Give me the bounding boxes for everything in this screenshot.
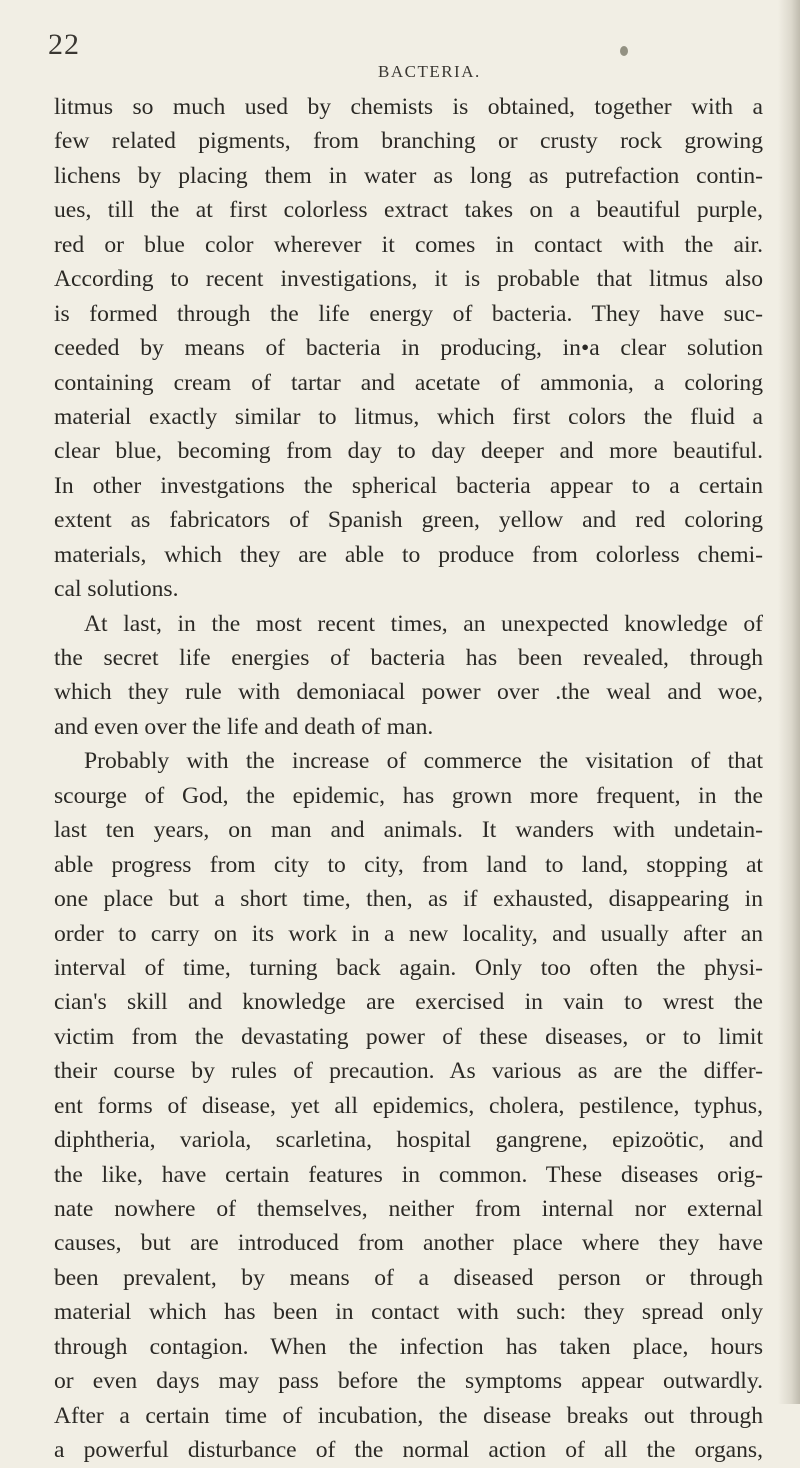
text-line: causes, but are introduced from another place where they have xyxy=(54,1230,763,1257)
text-line: material which has been in contact with such: they spread only xyxy=(54,1299,763,1326)
text-line: victim from the devastating power of these diseases, or to limit xyxy=(54,1023,763,1050)
text-line: is formed through the life energy of bacteria. They have suc- xyxy=(54,300,763,327)
text-line: material exactly similar to litmus, which first colors the fluid a xyxy=(54,403,763,430)
text-line: litmus so much used by chemists is obtained, together with a xyxy=(54,94,763,120)
text-line: cian's skill and knowledge are exercised in vain to wrest the xyxy=(54,989,763,1016)
text-line: clear blue, becoming from day to day deeper and more beautiful. xyxy=(54,438,763,465)
text-line: the secret life energies of bacteria has been revealed, through xyxy=(54,645,763,671)
text-line: few related pigments, from branching or crusty rock growing xyxy=(54,128,763,155)
ink-mark xyxy=(620,46,628,56)
text-line: materials, which they are able to produce from colorless chemi- xyxy=(54,541,763,568)
text-line: ues, till the at first colorless extract takes on a beautiful purple, xyxy=(54,197,763,224)
text-line: extent as fabricators of Spanish green, yellow and red coloring xyxy=(54,507,763,534)
text-line: At last, in the most recent times, an unexpected knowledge of xyxy=(84,610,763,637)
running-head: BACTERIA. xyxy=(378,62,481,81)
text-line: last ten years, on man and animals. It wanders with undetain- xyxy=(54,817,763,844)
text-line: According to recent investigations, it is probable that litmus also xyxy=(54,266,763,293)
text-line: which they rule with demoniacal power over .the weal and woe, xyxy=(54,679,763,706)
text-line: diphtheria, variola, scarletina, hospital gangrene, epizoötic, and xyxy=(54,1127,763,1154)
text-line: through contagion. When the infection has taken place, hours xyxy=(54,1333,763,1360)
text-line: Probably with the increase of commerce the visitation of that xyxy=(84,748,763,775)
text-line: able progress from city to city, from land to land, stopping at xyxy=(54,851,763,878)
text-line: nate nowhere of themselves, neither from internal nor external xyxy=(54,1196,763,1222)
text-line: containing cream of tartar and acetate of ammonia, a coloring xyxy=(54,369,763,396)
text-line: scourge of God, the epidemic, has grown more frequent, in the xyxy=(54,782,763,809)
text-line: order to carry on its work in a new locality, and usually after an xyxy=(54,920,763,947)
text-line: cal solutions. xyxy=(54,576,179,603)
text-line: In other investgations the spherical bacteria appear to a certain xyxy=(54,472,763,499)
text-line: their course by rules of precaution. As various as are the differ- xyxy=(54,1058,763,1085)
text-line: or even days may pass before the symptoms appear outwardly. xyxy=(54,1368,763,1395)
text-line: a powerful disturbance of the normal action of all the organs, xyxy=(54,1437,763,1464)
text-line: and even over the life and death of man. xyxy=(54,713,434,740)
page-number: 22 xyxy=(48,28,80,61)
text-line: ent forms of disease, yet all epidemics, cholera, pestilence, typhus, xyxy=(54,1092,763,1119)
text-line: the like, have certain features in common. These diseases orig- xyxy=(54,1161,763,1188)
body-text xyxy=(54,90,763,1468)
text-line: After a certain time of incubation, the disease breaks out through xyxy=(54,1402,763,1429)
text-line: red or blue color wherever it comes in contact with the air. xyxy=(54,231,763,258)
text-line: interval of time, turning back again. Only too often the physi- xyxy=(54,954,763,981)
text-line: ceeded by means of bacteria in producing, in•a clear solution xyxy=(54,335,763,362)
page-header xyxy=(48,28,748,81)
text-line: lichens by placing them in water as long as putrefaction contin- xyxy=(54,162,763,189)
page-edge-shadow xyxy=(778,0,800,1404)
text-line: been prevalent, by means of a diseased person or through xyxy=(54,1264,763,1291)
text-line: one place but a short time, then, as if exhausted, disappearing in xyxy=(54,886,763,913)
